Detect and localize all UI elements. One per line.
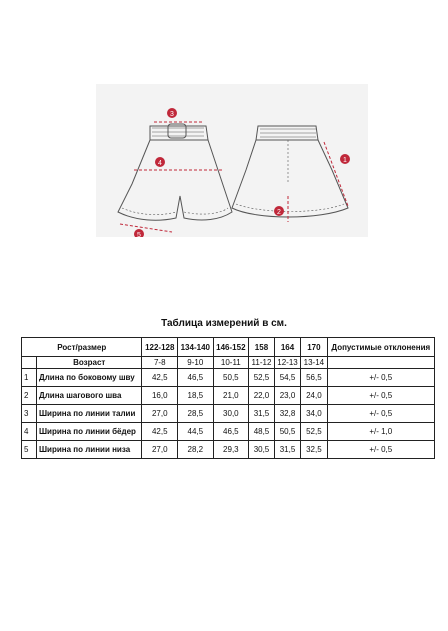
row-tolerance: +/- 0,5 bbox=[327, 387, 434, 405]
row-value: 28,5 bbox=[178, 405, 214, 423]
row-value: 44,5 bbox=[178, 423, 214, 441]
row-value: 34,0 bbox=[301, 405, 327, 423]
row-tolerance: +/- 1,0 bbox=[327, 423, 434, 441]
row-index: 5 bbox=[22, 441, 37, 459]
row-value: 16,0 bbox=[142, 387, 178, 405]
measurements-table bbox=[21, 337, 435, 459]
marker-2-label: 2 bbox=[277, 209, 281, 216]
row-value: 22,0 bbox=[249, 387, 275, 405]
table-row bbox=[22, 441, 435, 459]
row-index: 3 bbox=[22, 405, 37, 423]
age-value: 12-13 bbox=[274, 357, 300, 369]
size-header: 158 bbox=[249, 338, 275, 357]
row-value: 18,5 bbox=[178, 387, 214, 405]
marker-1 bbox=[340, 154, 350, 164]
marker-3 bbox=[167, 108, 177, 118]
marker-4 bbox=[155, 157, 165, 167]
age-value: 7-8 bbox=[142, 357, 178, 369]
row-value: 30,0 bbox=[213, 405, 249, 423]
table-row bbox=[22, 369, 435, 387]
row-value: 23,0 bbox=[274, 387, 300, 405]
age-value: 10-11 bbox=[213, 357, 249, 369]
row-value: 28,2 bbox=[178, 441, 214, 459]
size-header: 170 bbox=[301, 338, 327, 357]
row-value: 56,5 bbox=[301, 369, 327, 387]
row-name: Длина по боковому шву bbox=[37, 369, 142, 387]
row-value: 52,5 bbox=[301, 423, 327, 441]
size-header-label: Рост/размер bbox=[22, 338, 142, 357]
table-row bbox=[22, 423, 435, 441]
row-value: 42,5 bbox=[142, 369, 178, 387]
age-value: 11-12 bbox=[249, 357, 275, 369]
row-value: 48,5 bbox=[249, 423, 275, 441]
size-header: 134-140 bbox=[178, 338, 214, 357]
marker-5 bbox=[134, 229, 144, 237]
row-tolerance: +/- 0,5 bbox=[327, 441, 434, 459]
header-row bbox=[22, 338, 435, 357]
row-name: Ширина по линии бёдер bbox=[37, 423, 142, 441]
row-value: 31,5 bbox=[274, 441, 300, 459]
marker-4-label: 4 bbox=[158, 160, 162, 167]
row-value: 46,5 bbox=[213, 423, 249, 441]
row-name: Ширина по линии талии bbox=[37, 405, 142, 423]
row-value: 42,5 bbox=[142, 423, 178, 441]
row-value: 50,5 bbox=[274, 423, 300, 441]
row-tolerance: +/- 0,5 bbox=[327, 405, 434, 423]
row-index: 4 bbox=[22, 423, 37, 441]
row-value: 24,0 bbox=[301, 387, 327, 405]
marker-1-label: 1 bbox=[343, 157, 347, 164]
row-value: 30,5 bbox=[249, 441, 275, 459]
marker-5-label: 5 bbox=[137, 232, 141, 237]
row-value: 29,3 bbox=[213, 441, 249, 459]
table-title: Таблица измерений в см. bbox=[161, 318, 287, 329]
table-row bbox=[22, 387, 435, 405]
age-tolerance-cell bbox=[327, 357, 434, 369]
size-header: 122-128 bbox=[142, 338, 178, 357]
row-name: Ширина по линии низа bbox=[37, 441, 142, 459]
row-index: 1 bbox=[22, 369, 37, 387]
row-value: 27,0 bbox=[142, 405, 178, 423]
row-value: 31,5 bbox=[249, 405, 275, 423]
row-value: 27,0 bbox=[142, 441, 178, 459]
back-view bbox=[232, 126, 348, 217]
shorts-drawing bbox=[96, 84, 368, 237]
row-name: Длина шагового шва bbox=[37, 387, 142, 405]
row-value: 32,5 bbox=[301, 441, 327, 459]
age-label: Возраст bbox=[37, 357, 142, 369]
table-row bbox=[22, 405, 435, 423]
marker-2 bbox=[274, 206, 284, 216]
age-index-cell bbox=[22, 357, 37, 369]
tolerance-header: Допустимые отклонения bbox=[327, 338, 434, 357]
row-value: 50,5 bbox=[213, 369, 249, 387]
front-view bbox=[118, 124, 232, 220]
row-index: 2 bbox=[22, 387, 37, 405]
row-value: 46,5 bbox=[178, 369, 214, 387]
age-value: 9-10 bbox=[178, 357, 214, 369]
age-value: 13-14 bbox=[301, 357, 327, 369]
row-value: 32,8 bbox=[274, 405, 300, 423]
age-row bbox=[22, 357, 435, 369]
shorts-technical-sketch bbox=[96, 84, 368, 237]
size-header: 146-152 bbox=[213, 338, 249, 357]
row-value: 54,5 bbox=[274, 369, 300, 387]
size-header: 164 bbox=[274, 338, 300, 357]
row-tolerance: +/- 0,5 bbox=[327, 369, 434, 387]
marker-3-label: 3 bbox=[170, 111, 174, 118]
row-value: 52,5 bbox=[249, 369, 275, 387]
row-value: 21,0 bbox=[213, 387, 249, 405]
